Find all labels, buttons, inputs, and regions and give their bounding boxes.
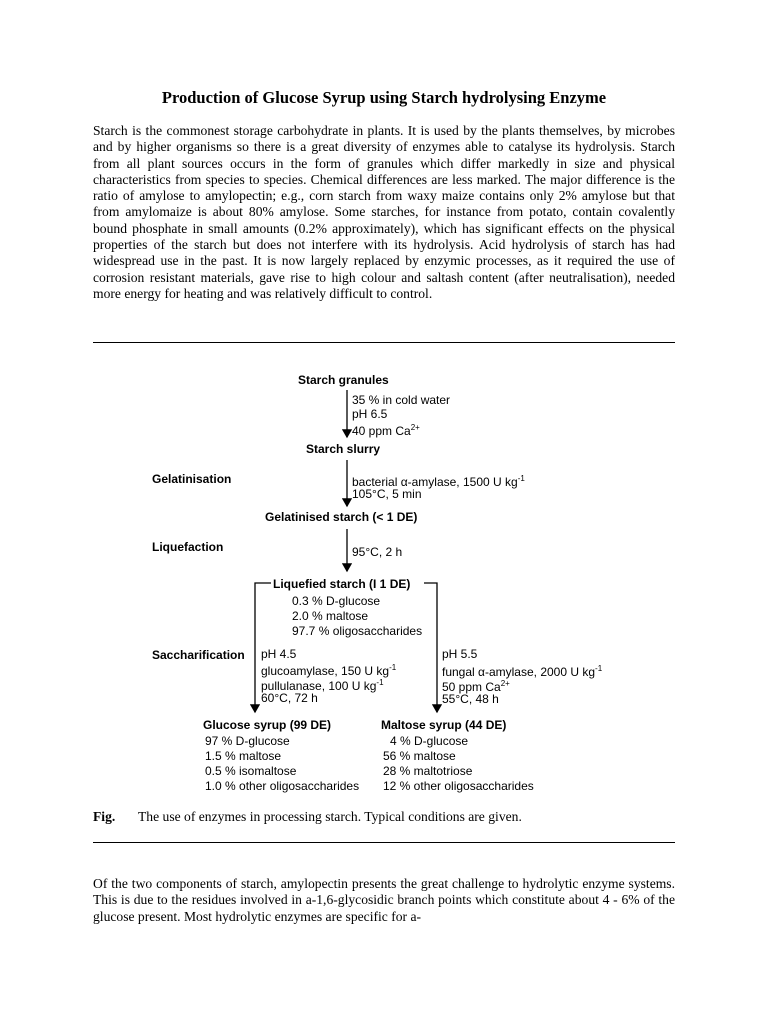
enzyme-text: fungal α-amylase, 2000 U kg: [442, 665, 596, 679]
liquefied-composition: 0.3 % D-glucose: [292, 594, 381, 608]
superscript: -1: [389, 663, 397, 672]
enzyme-text: glucoamylase, 150 U kg: [261, 664, 390, 678]
maltose-branch-condition: pH 5.5: [442, 647, 478, 661]
liquefied-starch-label: Liquefied starch (I 1 DE): [273, 577, 411, 591]
gelatinisation-step-label: Gelatinisation: [152, 472, 232, 486]
liquefied-composition: 97.7 % oligosaccharides: [292, 624, 423, 638]
starch-slurry-label: Starch slurry: [306, 442, 381, 456]
liquefied-composition: 2.0 % maltose: [292, 609, 369, 623]
granules-condition: [352, 421, 420, 438]
glucose-branch-condition: 60°C, 72 h: [261, 691, 318, 705]
maltose-composition: 12 % other oligosaccharides: [383, 779, 534, 793]
liquefaction-step-label: Liquefaction: [152, 540, 224, 554]
body-paragraph: Of the two components of starch, amylopectin presents the great challenge to hydrolytic enzyme systems. This is due to the residues involved in a-1,6-glycosidic branch points which constitute about 4 - 6% of the glucose present. Most hydrolytic enzymes are specific for a-: [93, 876, 675, 924]
superscript: -1: [517, 474, 525, 483]
saccharification-step-label: Saccharification: [152, 648, 245, 662]
intro-paragraph: Starch is the commonest storage carbohydrate in plants. It is used by the plants themselves, by microbes and by higher organisms so there is a great diversity of enzymes able to catalyse its hydrolysis. Starch from all plant sources occurs in the form of granules which differ markedly in size and physical characteristics from species to species. Chemical differences are less marked. The major difference is the ratio of amylose to amylopectin; e.g., corn starch from waxy maize contains only 2% amylose but that from amylomaize is about 80% amylose. Some starches, for instance from potato, contain covalently bound phosphate in small amounts (0.2% approximately), which has significant effects on the physical properties of the starch but does not interfere with its hydrolysis. Acid hydrolysis of starch has had widespread use in the past. It is now largely replaced by enzymic processes, as it required the use of corrosion resistant materials, gave rise to high colour and saltash content (after neutralisation), needed more energy for heating and was relatively difficult to control.: [93, 123, 675, 301]
maltose-composition: 56 % maltose: [383, 749, 456, 763]
enzyme-text: bacterial α-amylase, 1500 U kg: [352, 475, 518, 489]
maltose-composition: 28 % maltotriose: [383, 764, 473, 778]
glucose-syrup-label: Glucose syrup (99 DE): [203, 718, 332, 732]
enzyme-text: pullulanase, 100 U kg: [261, 679, 377, 693]
maltose-branch-condition: 55°C, 48 h: [442, 692, 499, 706]
gelatinisation-condition: 105°C, 5 min: [352, 487, 422, 501]
maltose-syrup-label: Maltose syrup (44 DE): [381, 718, 507, 732]
superscript: 2+: [410, 423, 420, 432]
calcium-text: 50 ppm Ca: [442, 680, 501, 694]
glucose-composition: 0.5 % isomaltose: [205, 764, 297, 778]
starch-granules-label: Starch granules: [298, 373, 389, 387]
superscript: 2+: [500, 679, 510, 688]
glucose-branch-condition: pH 4.5: [261, 647, 297, 661]
page-title: Production of Glucose Syrup using Starch hydrolysing Enzyme: [161, 88, 607, 107]
glucose-composition: 1.5 % maltose: [205, 749, 282, 763]
gelatinised-starch-label: Gelatinised starch (< 1 DE): [265, 510, 418, 524]
superscript: -1: [376, 678, 384, 687]
superscript: -1: [595, 664, 603, 673]
maltose-composition: 4 % D-glucose: [390, 734, 469, 748]
arrow-to-maltose-syrup: [424, 583, 437, 712]
figure-caption: [93, 809, 522, 825]
glucose-composition: 97 % D-glucose: [205, 734, 290, 748]
glucose-composition: 1.0 % other oligosaccharides: [205, 779, 360, 793]
figure-label: Fig.: [93, 809, 116, 824]
granules-condition: 35 % in cold water: [352, 393, 451, 407]
bottom-divider: [93, 842, 675, 843]
figure-caption-text: The use of enzymes in processing starch. Typical conditions are given.: [138, 809, 522, 824]
granules-condition: pH 6.5: [352, 407, 388, 421]
liquefaction-condition: 95°C, 2 h: [352, 545, 403, 559]
calcium-text: 40 ppm Ca: [352, 424, 411, 438]
